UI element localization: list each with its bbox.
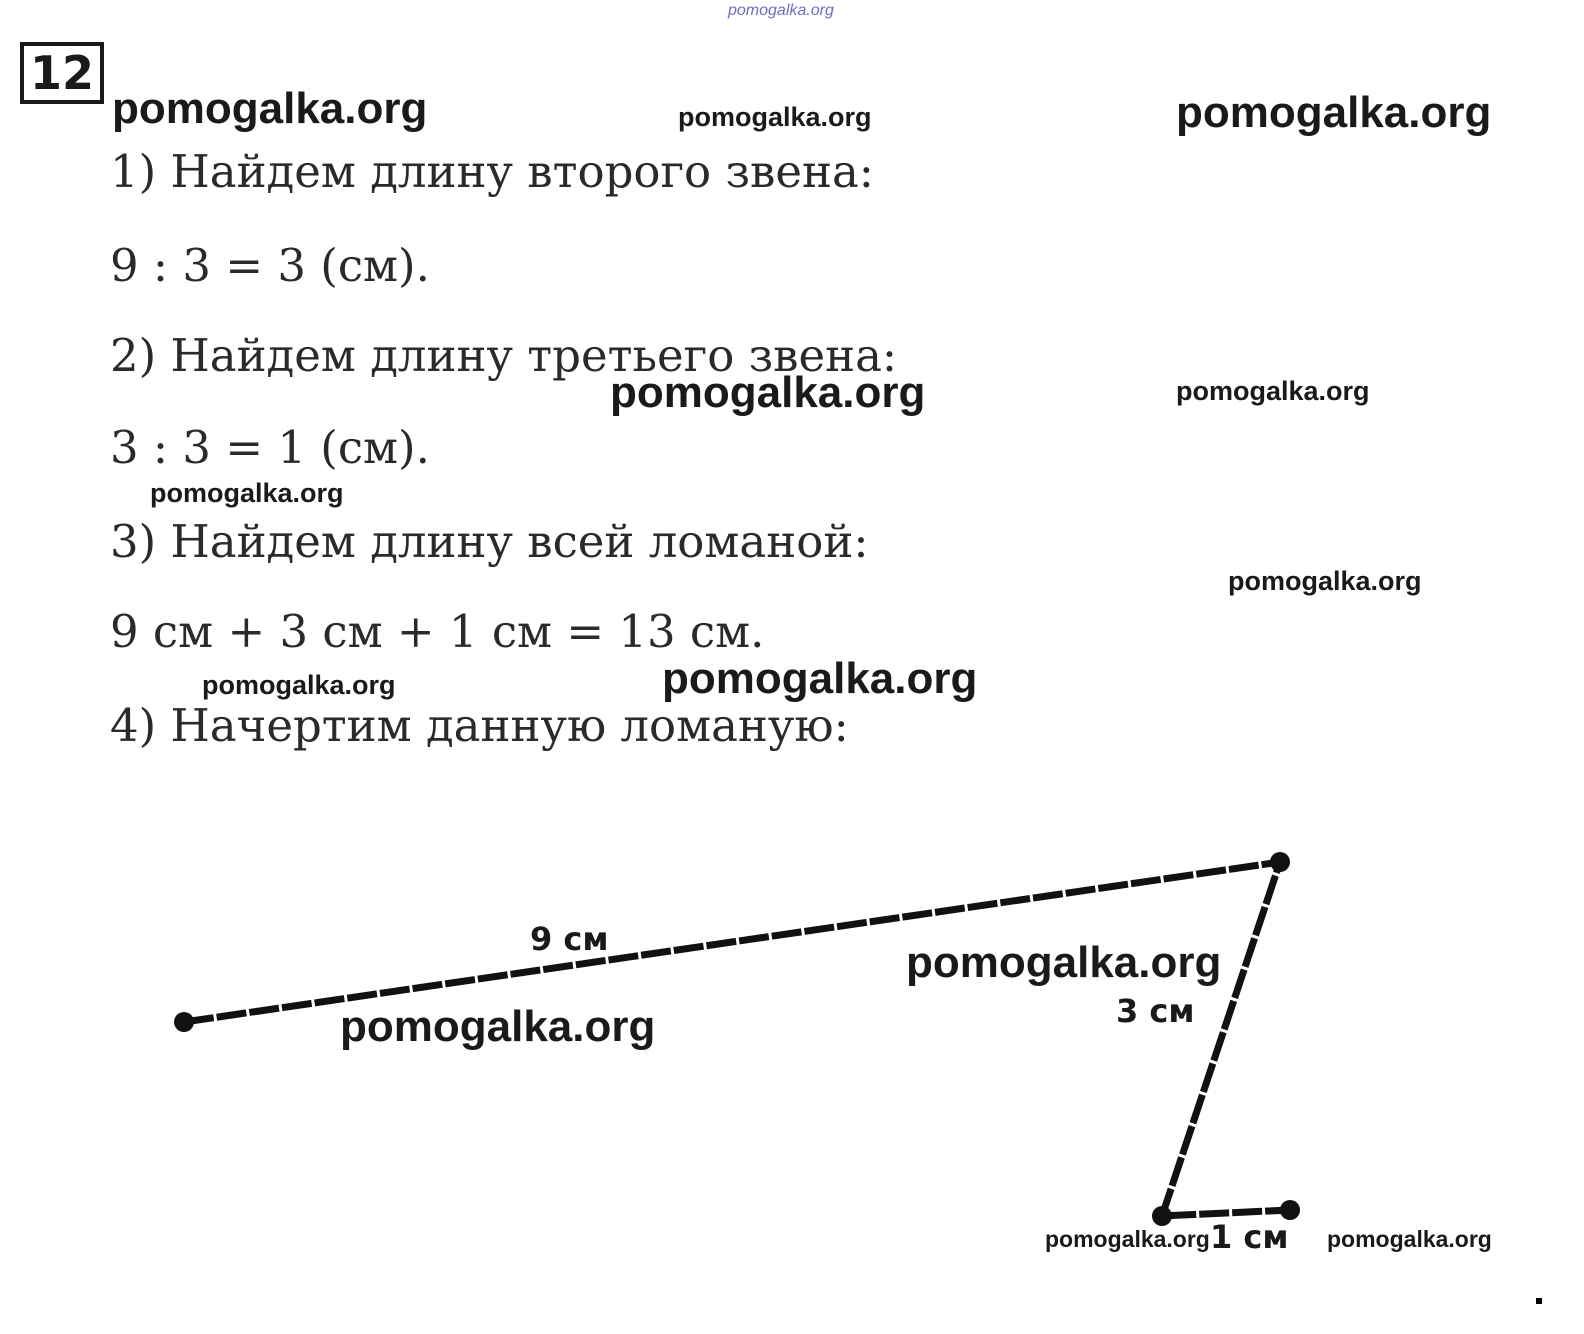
watermark: pomogalka.org bbox=[202, 670, 396, 700]
segment-label-3cm: 3 см bbox=[1116, 992, 1195, 1030]
watermark: pomogalka.org bbox=[150, 478, 344, 508]
step-3-formula: 9 см + 3 см + 1 см = 13 см. bbox=[110, 605, 765, 658]
watermark: pomogalka.org bbox=[112, 84, 428, 133]
watermark: pomogalka.org bbox=[1228, 566, 1422, 596]
watermark: pomogalka.org bbox=[662, 654, 978, 703]
step-1-formula: 9 : 3 = 3 (см). bbox=[110, 239, 430, 292]
step-3-heading: 3) Найдем длину всей ломаной: bbox=[110, 515, 869, 568]
watermark: pomogalka.org bbox=[1327, 1226, 1492, 1252]
watermark: pomogalka.org bbox=[1176, 376, 1370, 406]
watermark: pomogalka.org bbox=[1045, 1226, 1210, 1252]
stray-dot bbox=[1536, 1298, 1542, 1304]
segment-label-9cm: 9 см bbox=[530, 920, 609, 958]
problem-number-box: 12 bbox=[20, 42, 104, 104]
watermark: pomogalka.org bbox=[610, 368, 926, 417]
vertex-b bbox=[1270, 852, 1290, 872]
segment-label-1cm: 1 см bbox=[1210, 1218, 1289, 1256]
watermark: pomogalka.org bbox=[906, 938, 1222, 987]
vertex-d bbox=[1280, 1200, 1300, 1220]
watermark-top: pomogalka.org bbox=[728, 2, 834, 19]
watermark: pomogalka.org bbox=[340, 1002, 656, 1051]
step-2-formula: 3 : 3 = 1 (см). bbox=[110, 421, 430, 474]
vertex-a bbox=[174, 1012, 194, 1032]
watermark: pomogalka.org bbox=[1176, 88, 1492, 137]
vertex-c bbox=[1152, 1206, 1172, 1226]
step-2-heading: 2) Найдем длину третьего звена: bbox=[110, 329, 898, 382]
step-4-heading: 4) Начертим данную ломаную: bbox=[110, 699, 849, 752]
step-1-heading: 1) Найдем длину второго звена: bbox=[110, 145, 874, 198]
watermark: pomogalka.org bbox=[678, 102, 872, 132]
